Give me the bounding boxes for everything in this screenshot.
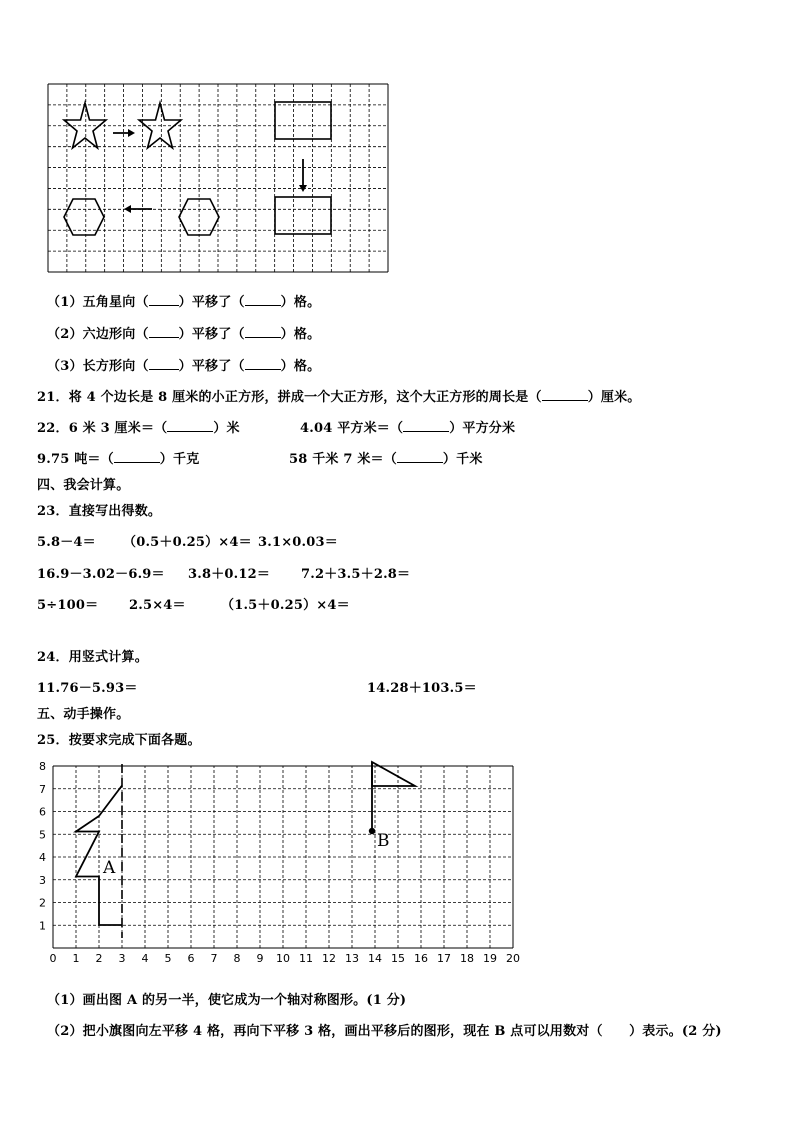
arrow-left-icon <box>124 205 152 213</box>
answer-blank[interactable] <box>245 357 281 370</box>
q23-r1-c2: （0.5＋0.25）×4＝ <box>123 535 252 550</box>
q21-line <box>37 386 641 405</box>
y-tick-label: 1 <box>39 919 46 933</box>
q22-c2: ）千克 <box>159 452 200 467</box>
q23-r3-c3: （1.5＋0.25）×4＝ <box>221 598 350 613</box>
q21-text-a: 21．将 4 个边长是 8 厘米的小正方形，拼成一个大正方形，这个大正方形的周长是（ <box>37 390 542 405</box>
point-b <box>369 828 375 834</box>
q22-d2: ）千米 <box>442 452 483 467</box>
q21-text-b: ）厘米。 <box>587 390 641 405</box>
q20-2-text-a: （2）六边形向（ <box>47 327 149 342</box>
q20-1-text-b: ）平移了（ <box>178 295 245 310</box>
x-tick-label: 12 <box>322 952 336 965</box>
y-tick-label: 8 <box>39 760 46 773</box>
q22-a2: ）米 <box>213 421 240 436</box>
q25-sub-2: （2）把小旗图向左平移 4 格，再向下平移 3 格，画出平移后的图形，现在 B 点可以用数对（ ）表示。(2 分) <box>47 1024 722 1039</box>
x-tick-label: 0 <box>49 952 57 965</box>
answer-blank[interactable] <box>167 419 213 432</box>
q22-line-2b <box>289 448 483 467</box>
q20-1-text-a: （1）五角星向（ <box>47 295 149 310</box>
x-tick-label: 4 <box>141 952 149 965</box>
arrow-down-icon <box>299 159 307 192</box>
q20-2-text-c: ）格。 <box>280 327 321 342</box>
x-tick-label: 13 <box>345 952 359 965</box>
answer-blank[interactable] <box>149 325 179 338</box>
q22-line-2a <box>37 448 199 467</box>
shape-a-label: A <box>103 858 116 878</box>
q22-d1: 58 千米 7 米＝（ <box>289 452 397 467</box>
x-tick-label: 17 <box>437 952 451 965</box>
y-tick-label: 5 <box>39 828 46 842</box>
answer-blank[interactable] <box>114 450 160 463</box>
rectangle-shape-moved <box>275 197 331 234</box>
x-tick-label: 18 <box>460 952 474 965</box>
q22-b2: ）平方分米 <box>449 421 516 436</box>
answer-blank[interactable] <box>149 293 179 306</box>
section-5-heading: 五、动手操作。 <box>37 707 130 722</box>
q25-sub-1: （1）画出图 A 的另一半，使它成为一个轴对称图形。(1 分) <box>47 993 407 1008</box>
point-b-label: B <box>377 831 390 851</box>
x-tick-label: 14 <box>368 952 382 965</box>
q23-r1-c3: 3.1×0.03＝ <box>258 535 338 550</box>
q20-1-text-c: ）格。 <box>280 295 321 310</box>
q20-line-3 <box>47 355 320 374</box>
grid1-lines <box>48 84 388 272</box>
q23-r1-c1: 5.8－4＝ <box>37 535 96 550</box>
q22-b1: 4.04 平方米＝（ <box>300 421 404 436</box>
y-tick-label: 4 <box>39 851 46 864</box>
q20-3-text-b: ）平移了（ <box>178 359 245 374</box>
translation-grid-figure <box>47 83 389 273</box>
x-tick-label: 16 <box>414 952 428 965</box>
q23-r3-c1: 5÷100＝ <box>37 598 99 613</box>
arrow-right-icon <box>113 129 135 137</box>
x-tick-label: 19 <box>483 952 497 965</box>
q20-line-2 <box>47 323 320 342</box>
q25-title: 25．按要求完成下面各题。 <box>37 733 201 748</box>
q20-3-text-a: （3）长方形向（ <box>47 359 149 374</box>
x-tick-label: 8 <box>233 952 241 965</box>
q20-3-text-c: ）格。 <box>280 359 321 374</box>
x-tick-label: 11 <box>299 952 313 965</box>
answer-blank[interactable] <box>397 450 443 463</box>
answer-blank[interactable] <box>403 419 449 432</box>
q24-expr-1: 11.76－5.93＝ <box>37 681 138 696</box>
y-tick-label: 3 <box>39 873 46 887</box>
q23-title: 23．直接写出得数。 <box>37 504 162 519</box>
x-tick-label: 1 <box>72 952 80 965</box>
q23-r2-c1: 16.9－3.02－6.9＝ <box>37 567 165 582</box>
x-tick-label: 9 <box>256 952 264 965</box>
q23-r2-c2: 3.8＋0.12＝ <box>188 567 271 582</box>
answer-blank[interactable] <box>149 357 179 370</box>
x-tick-label: 6 <box>187 952 195 965</box>
q23-r2-c3: 7.2＋3.5＋2.8＝ <box>301 567 411 582</box>
y-tick-label: 6 <box>39 805 46 819</box>
q20-2-text-b: ）平移了（ <box>178 327 245 342</box>
x-tick-label: 15 <box>391 952 405 965</box>
q20-line-1 <box>47 291 320 310</box>
x-tick-label: 20 <box>506 952 520 965</box>
q22-line-1a <box>37 417 240 436</box>
hexagon-shape-moved <box>64 199 104 235</box>
rectangle-shape-original <box>275 102 331 139</box>
x-tick-label: 10 <box>276 952 290 965</box>
q24-expr-2: 14.28＋103.5＝ <box>367 681 477 696</box>
q22-line-1b <box>300 417 515 436</box>
answer-blank[interactable] <box>245 293 281 306</box>
coordinate-grid-figure <box>30 752 520 970</box>
section-4-heading: 四、我会计算。 <box>37 478 130 493</box>
q22-c1: 9.75 吨＝（ <box>37 452 114 467</box>
q24-title: 24．用竖式计算。 <box>37 650 148 665</box>
x-tick-label: 3 <box>118 952 126 965</box>
x-tick-label: 5 <box>164 952 172 965</box>
answer-blank[interactable] <box>542 388 588 401</box>
x-tick-label: 7 <box>210 952 218 965</box>
q23-r3-c2: 2.5×4＝ <box>129 598 186 613</box>
y-tick-label: 2 <box>39 896 46 910</box>
y-tick-label: 7 <box>39 782 46 796</box>
x-tick-label: 2 <box>95 952 103 965</box>
q22-a1: 22．6 米 3 厘米＝（ <box>37 421 168 436</box>
answer-blank[interactable] <box>245 325 281 338</box>
